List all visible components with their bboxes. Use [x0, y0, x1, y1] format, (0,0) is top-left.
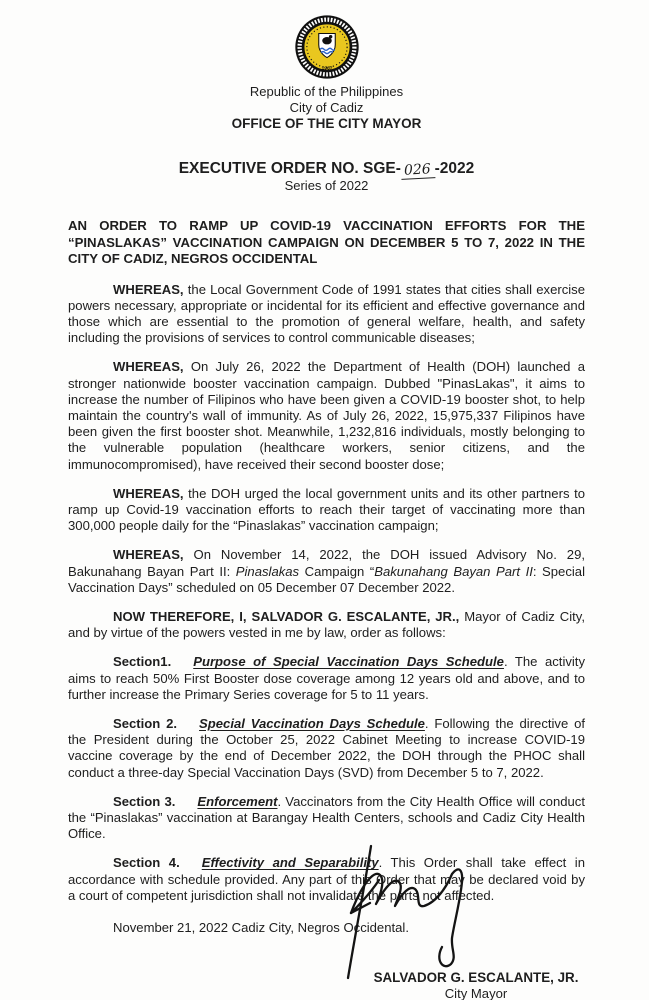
signatory-title: City Mayor	[444, 986, 508, 1000]
section-label: Section 4.	[113, 855, 180, 871]
section-heading: Effectivity and Separability	[201, 855, 379, 871]
date-line: November 21, 2022 Cadiz City, Negros Occidental.	[113, 920, 409, 935]
handwritten-order-number: 026	[401, 163, 435, 179]
whereas-text: On July 26, 2022 the Department of Health (DOH) launched a stronger nationwide booster vaccination campaign. Dubbed "PinasLakas", it aims to increase the number of Filipinos who have been given a COVID-19 booster shot, to help maintain the country's wall of immunity. As of July 26, 2022, 15,975,337 Filipinos have been given the first booster shot. Meanwhile, 1,232,816 individuals, mostly belonging to the vulnerable population (healthcare workers, senior citizens, and the immunocompromised), have received their second booster dose;	[68, 359, 585, 472]
order-title: AN ORDER TO RAMP UP COVID-19 VACCINATION EFFORTS FOR THE “PINASLAKAS” VACCINATION CAMPAIGN ON DECEMBER 5 TO 7, 2022 IN THE CITY OF CADIZ, NEGROS OCCIDENTAL	[68, 218, 585, 266]
seal-year: 1967	[321, 66, 332, 72]
section-2-paragraph	[68, 716, 585, 781]
section-3-paragraph	[68, 794, 585, 843]
order-suffix: -2022	[434, 160, 475, 177]
section-heading: Purpose of Special Vaccination Days Schedule	[193, 654, 504, 670]
letterhead	[68, 14, 585, 132]
section-4-paragraph	[68, 855, 585, 904]
city-seal-icon	[294, 14, 360, 80]
signature-block	[336, 970, 616, 1000]
city-line: City of Cadiz	[289, 99, 364, 115]
order-number-line	[68, 160, 585, 178]
section-1-paragraph	[68, 654, 585, 703]
order-prefix: EXECUTIVE ORDER NO. SGE-	[178, 160, 401, 177]
whereas-paragraph-3	[68, 486, 585, 535]
whereas-lead: WHEREAS,	[113, 359, 184, 375]
section-label: Section1.	[113, 654, 172, 670]
whereas-lead: WHEREAS,	[113, 281, 184, 297]
whereas-text: the DOH urged the local government units and its other partners to ramp up Covid-19 vaccination efforts to reach their target of vaccinating more than 300,000 people daily for the “Pinaslakas” vaccination campaign;	[68, 485, 585, 534]
whereas-lead: WHEREAS,	[113, 547, 184, 563]
ordering-text: Mayor of Cadiz City, and by virtue of the powers vested in me by law, order as follows:	[68, 608, 585, 641]
whereas-text: the Local Government Code of 1991 states that cities shall exercise powers necessary, appropriate or incidental for its efficient and effective governance and those which are essential to the promotion of general welfare, health, and safety including the provisions of services to control communicable diseases;	[68, 281, 585, 346]
office-line: OFFICE OF THE CITY MAYOR	[231, 116, 422, 131]
whereas-paragraph-4	[68, 547, 585, 596]
whereas-text: Campaign “	[299, 563, 375, 579]
ordering-paragraph	[68, 609, 585, 641]
section-text: . Vaccinators from the City Health Office will conduct the “Pinaslakas” vaccination at Barangay Health Centers, schools and Cadiz City Health Office.	[68, 793, 585, 842]
ordering-lead: NOW THEREFORE, I, SALVADOR G. ESCALANTE, JR.,	[113, 608, 460, 624]
signatory-name: SALVADOR G. ESCALANTE, JR.	[373, 970, 579, 985]
section-heading: Enforcement	[197, 793, 278, 809]
whereas-text-italic: Pinaslakas	[235, 563, 300, 579]
whereas-text-italic: Bakunahang Bayan Part II	[374, 563, 533, 579]
section-text: . Following the directive of the President during the October 25, 2022 Cabinet Meeting to increase COVID-19 vaccine coverage by the end of December 2022, the DOH through the PHOC shall conduct a three-day Special Vaccination Days (SVD) from December 5 to 7, 2022.	[68, 715, 585, 780]
series-line: Series of 2022	[284, 178, 369, 193]
section-text: . The activity aims to reach 50% First Booster dose coverage among 12 years old and above, and to further increase the Primary Series coverage for 5 to 11 years.	[68, 654, 585, 702]
section-label: Section 3.	[113, 793, 176, 809]
whereas-paragraph-1	[68, 282, 585, 347]
whereas-text: : Special Vaccination Days” scheduled on 05 December 07 December 2022.	[68, 563, 585, 595]
whereas-paragraph-2	[68, 359, 585, 472]
section-heading: Special Vaccination Days Schedule	[199, 715, 425, 731]
whereas-text: On November 14, 2022, the DOH issued Advisory No. 29, Bakunahang Bayan Part II:	[68, 547, 585, 579]
whereas-lead: WHEREAS,	[113, 485, 184, 501]
section-text: . This Order shall take effect in accordance with schedule provided. Any part of this Order that may be declared void by a court of competent jurisdiction shall not invalidate the parts not affected.	[68, 855, 585, 903]
republic-line: Republic of the Philippines	[249, 84, 404, 99]
section-label: Section 2.	[113, 715, 178, 731]
